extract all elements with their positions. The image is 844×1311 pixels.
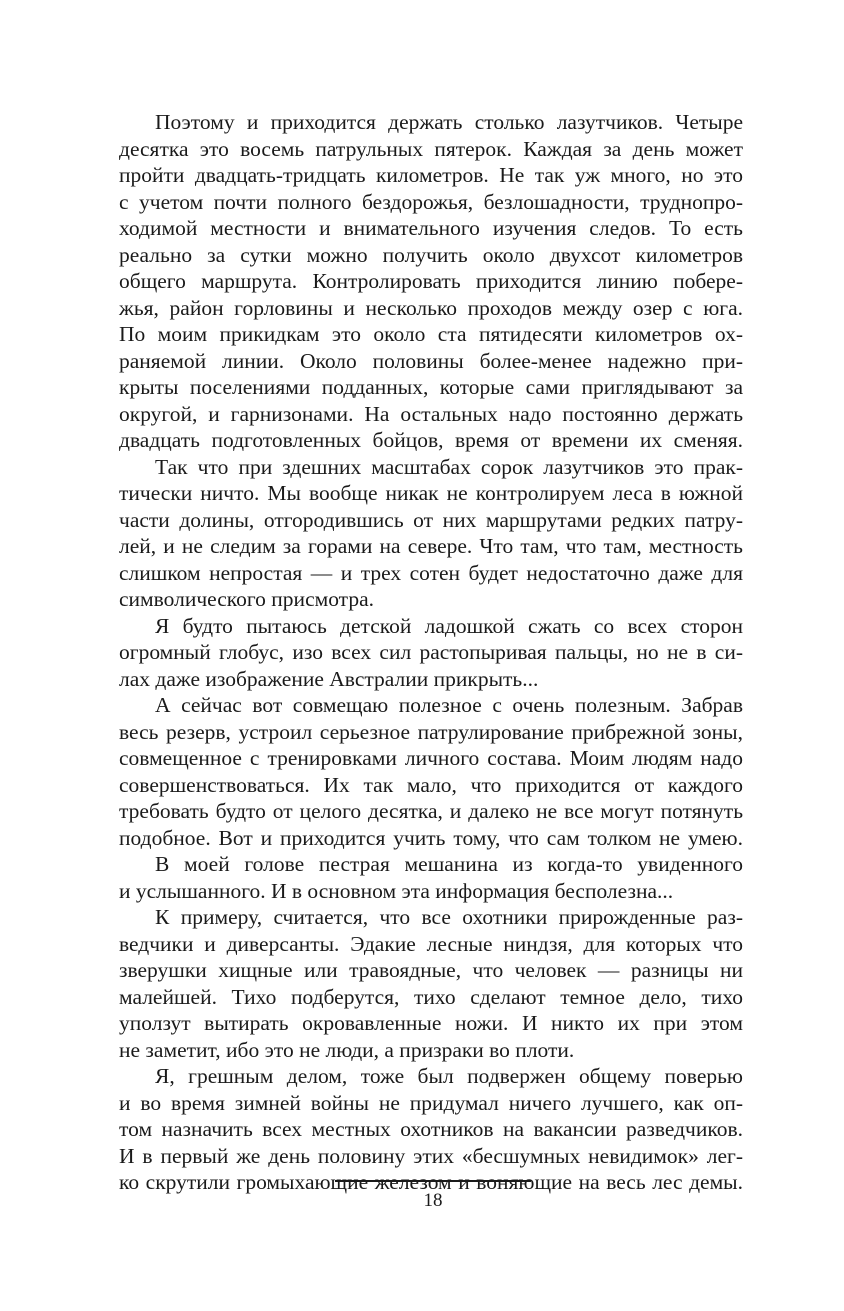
text-line: крыты поселениями подданных, которые сами приглядывают за [119,375,743,399]
text-line: ходимой местности и внимательного изучения следов. То есть [119,216,743,240]
text-line: символического присмотра. [119,587,375,611]
text-line: По моим прикидкам это около ста пятидесяти километров ох- [119,322,743,346]
text-line: десятка это восемь патрульных пятерок. Каждая за день может [119,136,743,161]
text-line: том назначить всех местных охотников на вакансии разведчиков. [119,1117,743,1141]
text-line: Я будто пытаюсь детской ладошкой сжать со всех сторон [155,613,743,638]
text-line: не заметит, ибо это не люди, а призраки во плоти. [119,1037,575,1062]
text-line: двадцать подготовленных бойцов, время от времени их сменяя. [119,428,743,452]
text-line: весь резерв, устроил серьезное патрулирование прибрежной зоны, [119,719,743,744]
text-line: Так что при здешних масштабах сорок лазутчиков это прак- [155,454,743,479]
text-line: ко скрутили громыхающие железом и воняющие на весь лес демы. [119,1170,743,1194]
text-line: тически ничто. Мы вообще никак не контролируем леса в южной [119,481,743,505]
body-text [119,109,743,1196]
text-line: раняемой линии. Около половины более-менее надежно при- [119,348,743,373]
text-line: И в первый же день половину этих «бесшумных невидимок» лег- [119,1143,743,1168]
text-line: общего маршрута. Контролировать приходится линию побере- [119,269,743,293]
text-line: уползут вытирать окровавленные ножи. И никто их при этом [119,1011,743,1035]
text-line: зверушки хищные или травоядные, что человек — разницы ни [119,958,743,982]
text-line: А сейчас вот совмещаю полезное с очень полезным. Забрав [155,693,743,717]
text-line: Я, грешным делом, тоже был подвержен общему поверью [155,1064,743,1088]
text-line: слишком непростая — и трех сотен будет недостаточно даже для [119,560,743,585]
text-line: подобное. Вот и приходится учить тому, что сам толком не умею. [119,825,743,850]
text-line: лей, и не следим за горами на севере. Что там, что там, местность [119,534,743,558]
text-line: лах даже изображение Австралии прикрыть... [119,666,539,691]
text-line: жья, район горловины и несколько проходов между озер с юга. [119,295,743,320]
text-line: округой, и гарнизонами. На остальных надо постоянно держать [119,401,743,426]
text-line: части долины, отгородившись от них маршрутами редких патру- [119,507,743,532]
page-number: 18 [423,1190,443,1211]
text-line: требовать будто от целого десятка, и далеко не все могут потянуть [119,799,743,823]
text-line: ведчики и диверсанты. Эдакие лесные ниндзя, для которых что [119,931,743,956]
footer-rule [335,1180,531,1182]
text-line: совмещенное с тренировками личного состава. Моим людям надо [119,746,743,770]
text-line: пройти двадцать-тридцать километров. Не так уж много, но это [119,163,743,187]
text-line: с учетом почти полного бездорожья, безлошадности, труднопро- [119,189,743,214]
text-line: реально за сутки можно получить около двухсот километров [119,242,743,267]
text-line: и услышанного. И в основном эта информация бесполезна... [119,878,674,903]
text-line: малейшей. Тихо подберутся, тихо сделают темное дело, тихо [119,984,743,1009]
text-line: К примеру, считается, что все охотники прирожденные раз- [155,905,743,929]
text-line: огромный глобус, изо всех сил растопыривая пальцы, но не в си- [119,640,743,664]
text-line: Поэтому и приходится держать столько лазутчиков. Четыре [155,110,743,134]
text-line: и во время зимней войны не придумал ничего лучшего, как оп- [119,1090,743,1115]
text-line: В моей голове пестрая мешанина из когда-то увиденного [155,852,743,876]
text-line: совершенствоваться. Их так мало, что приходится от каждого [119,772,743,797]
